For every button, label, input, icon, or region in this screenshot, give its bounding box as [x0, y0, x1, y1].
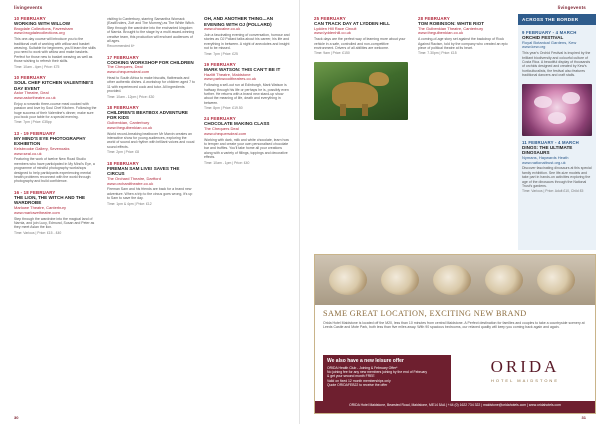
event-meta: Recommended 6+	[107, 44, 135, 49]
logo-subtitle: HOTEL MAIDSTONE	[490, 378, 559, 383]
events-column-b	[107, 16, 195, 212]
food-plate-shape	[433, 265, 471, 295]
petal-shape	[548, 112, 566, 124]
event-venue: The Orchard Theatre, Dartford	[107, 175, 161, 181]
petal-shape	[534, 96, 552, 108]
ad-hero-image	[315, 255, 595, 305]
ad-contact-footer[interactable]: ORIDA Hotel Maidstone, Bearsted Road, Maidstone, ME14 5AA | +44 (0) 1622 734 322 | maidstone@oridahotels.com | www.oridahotels.com	[315, 401, 595, 413]
event-date: 11 FEBRUARY - 4 MARCH	[522, 139, 579, 145]
event-description: Enjoy a romantic three-course meal cooked with passion and love by Soul Chef Kitchen. Following the huge success of their Valentine's dinner, make sure you book your table for a special evening.	[14, 101, 97, 119]
event-title: ORCHID FESTIVAL	[522, 35, 564, 40]
event-website[interactable]: www.thegulbenkian.co.uk	[418, 30, 464, 36]
event-item	[107, 55, 195, 99]
ad-offer-line: & get your second month FREE	[327, 374, 375, 379]
event-date: 18 FEBRUARY	[107, 160, 139, 166]
event-website[interactable]: www.seal.co.uk	[14, 150, 42, 156]
dinosaur-photo	[314, 62, 408, 120]
event-meta: Time: 9am | Price: £150	[314, 51, 350, 56]
event-meta: Time: 8pm | Price: £19.50	[204, 106, 243, 111]
event-description: Head to South Africa to make biscuits, flatbreads and other authentic dishes. A workshop for children aged 7 to 11 with experienced cook and tutor. All ingredients provided.	[107, 75, 195, 94]
events-column-d	[314, 16, 408, 124]
event-title: OH, AND ANOTHER THING...AN EVENING WITH OJ (POLLARD)	[204, 16, 274, 27]
event-date: 13 - 19 FEBRUARY	[14, 130, 56, 136]
event-description: Join a fascinating evening of conversation, humour and stories as OJ Pollard talks about his career, his life and everything in between. A night of anecdotes and insight not to be missed.	[204, 32, 290, 51]
event-date: 19 FEBRUARY	[204, 61, 236, 67]
event-meta: Time: 7pm | Price: £35pp	[14, 120, 52, 125]
page-number-right: 31	[581, 415, 586, 420]
event-title: WORKING WITH WILLOW	[14, 21, 71, 26]
running-head-right: livingevents	[557, 5, 586, 10]
event-description: This one-day course will introduce you to the traditional craft of working with willow and basket weaving. Suitable for beginners, you'll learn the skills you need to work with willow and make baskets. Perfect for those new to basket weaving as well as those wishing to refresh their skills.	[14, 37, 96, 64]
event-item	[314, 16, 408, 56]
event-website[interactable]: www.lyddenhill.co.uk	[314, 30, 351, 36]
event-meta: Time: 1pm & 4pm | Price: £12	[107, 201, 152, 206]
event-item	[107, 105, 195, 155]
dinosaur-head-shape	[369, 72, 389, 86]
event-website[interactable]: www.chequersdeal.com	[107, 69, 150, 75]
event-item	[14, 190, 98, 235]
event-website[interactable]: www.orchardtheatre.co.uk	[107, 180, 154, 186]
event-date: 25 FEBRUARY	[314, 16, 346, 21]
dinosaur-leg-shape	[362, 104, 368, 116]
event-venue: Astor Theatre, Deal	[14, 90, 49, 96]
event-description: Following a sell-out run at Edinburgh, Mark Watson is halfway through his life or perhaps he is, possibly even further. He returns with a brand new stand-up show about the meaning of life, death and everything in between.	[204, 83, 289, 105]
event-item	[14, 16, 98, 69]
event-venue: Marlowe Theatre, Canterbury	[14, 205, 66, 211]
event-description: Fireman Sam and his friends are back for a brand new adventure. When a trip to the circus goes wrong, it's up to Sam to save the day.	[107, 187, 193, 201]
dinosaur-body-shape	[332, 82, 378, 108]
ad-offer-title: We also have a new leisure offer	[327, 358, 404, 364]
hotel-advert[interactable]	[314, 254, 596, 414]
ad-body-text: Orida Hotel Maidstone is located off the M20, less than 10 minutes from central Maidstone. A Perfect destination for families and couples to take a countryside scenery at Leeds Castle and Mote Park, both less than five miles away. With 90 spacious bedrooms, our relaxed quality will keep you coming back again and again.	[323, 321, 585, 330]
event-meta: Time: 10am - 1pm | Price: £40	[204, 160, 250, 165]
page-number-left: 30	[14, 415, 19, 420]
event-title: MARK WATSON: THIS CAN'T BE IT	[204, 66, 281, 72]
event-meta: Time: 2pm | Price: £8	[107, 150, 140, 155]
event-website[interactable]: www.kew.org	[522, 44, 546, 50]
event-description: A coming-of-age story set against the backdrop of Rock Against Racism, told by the company who created an epic piece of political theatre at its heart.	[418, 37, 508, 50]
event-date: 18 FEBRUARY	[107, 104, 139, 110]
event-meta: Time: Various | Price: Adult £10, Child £5	[522, 189, 584, 194]
ad-offer-line: Quote ORIDAFEB22 to receive the offer	[327, 383, 388, 388]
event-meta: Time: 10am - 12pm | Price: £30	[107, 94, 155, 99]
event-description: Track days are the perfect way of learning more about your vehicle in a safe, controlled and non-competitive environment. Drivers of all abilities are welcome.	[314, 37, 406, 50]
events-column-a	[14, 16, 98, 241]
event-description: Discover fascinating dinosaurs at this special family exhibition. See life-size models and take part in hands-on activities exploring the age of the dinosaurs through the National Trust's gardens.	[522, 166, 592, 189]
event-title: SOUL CHEF KITCHEN VALENTINE'S DAY EVENT	[14, 79, 94, 91]
across-the-border-sidebar	[518, 14, 596, 250]
event-title: CAN TRACK DAY AT LYDDEN HILL	[314, 21, 390, 26]
dinosaur-leg-shape	[340, 104, 346, 116]
event-title: THE LION, THE WITCH AND THE WARDROBE	[14, 194, 86, 206]
event-venue: Royal Botanical Gardens, Kew	[522, 39, 577, 45]
event-item	[14, 131, 98, 184]
event-item	[204, 16, 290, 56]
event-website[interactable]: www.nationaltrust.org.uk	[522, 159, 566, 165]
event-date: 28 FEBRUARY	[418, 16, 450, 21]
event-item	[204, 116, 290, 165]
event-website[interactable]: www.parkwoodtheatres.co.uk	[204, 76, 257, 82]
event-venue: Nymans, Haywards Heath	[522, 154, 569, 160]
event-date: 24 FEBRUARY	[204, 116, 236, 122]
food-plate-shape	[485, 265, 523, 295]
event-venue: Brogdale Collections, Faversham	[14, 25, 73, 31]
event-venue: The Gulbenkian Theatre, Canterbury	[418, 25, 484, 31]
event-meta: Time: 7.30pm | Price: £15	[418, 51, 457, 56]
event-date: 10 FEBRUARY	[14, 74, 46, 80]
event-description: Featuring the work of twelve New Road Studio members who have participated in My Mind's Eye, a programme of mindful photography workshops designed to help participants experiencing mental health problems reconnect with the world through photography and build confidence.	[14, 157, 95, 184]
event-title: TOM ROBINSON: WHITE RIOT	[418, 21, 485, 26]
event-website[interactable]: www.brogdalecollections.org	[14, 30, 65, 36]
event-title: CHOCOLATE MAKING CLASS	[204, 121, 270, 127]
event-website[interactable]: www.thegulbenkian.co.uk	[107, 124, 153, 130]
event-item	[14, 75, 98, 125]
event-date: 16 - 18 FEBRUARY	[14, 189, 56, 195]
ad-offer-line: Valid on fixed 12 month memberships only	[327, 378, 391, 383]
event-item	[418, 16, 512, 56]
orida-logo	[465, 357, 585, 397]
event-title: DINOS: THE ULTIMATE DINOSAURS	[522, 144, 573, 156]
events-column-e	[418, 16, 512, 62]
event-item	[107, 17, 195, 49]
event-date: 9 FEBRUARY - 4 MARCH	[522, 30, 577, 35]
ad-offer-line: No joining fee for any new members joining by the end of February	[327, 369, 428, 374]
event-website[interactable]: www.chocaine.co.uk	[204, 26, 241, 32]
food-plate-shape	[537, 265, 575, 295]
food-plate-shape	[329, 265, 367, 295]
event-website[interactable]: www.chequersdeal.com	[204, 130, 247, 136]
event-description: This year's Orchid Festival is inspired by the brilliant biodiversity and colourful culture of Costa Rica. A beautiful display of thousands of orchids designed and created by Kew's horticulturalists, the festival also features traditional dancers and craft stalls.	[522, 51, 591, 78]
sidebar-event	[522, 30, 592, 78]
event-website[interactable]: www.marlowetheatre.com	[14, 209, 60, 215]
event-venue: Lydden Hill Race Circuit	[314, 25, 357, 31]
event-title: FIREMAN SAM LIVE! SAVES THE CIRCUS	[107, 165, 180, 177]
orchid-photo	[522, 84, 592, 136]
event-meta: Time: Various | Price: £15 - £40	[14, 230, 62, 235]
ad-headline: SAME GREAT LOCATION, EXCITING NEW BRAND	[323, 309, 527, 318]
event-meta: Time: 7pm | Price: £25	[204, 51, 238, 56]
event-description: visiting to Canterbury, starring Samantha Womack (EastEnders, Zoë and The Mummy) as The White Witch. Step through the wardrobe into the enchanted kingdom of Narnia. Brought to the stage by a multi award-winning creative team, this production will enchant audiences of all ages.	[107, 17, 195, 44]
event-date: 10 FEBRUARY	[14, 16, 46, 21]
running-head-left: livingevents	[14, 5, 43, 10]
sidebar-header: ACROSS THE BORDER	[518, 14, 596, 25]
event-title: CHILDREN'S BEATBOX ADVENTURE FOR KIDS	[107, 109, 188, 121]
petal-shape	[562, 92, 580, 104]
logo-wordmark: ORIDA	[490, 357, 560, 376]
event-title: MY MIND'S EYE PHOTOGRAPHY EXHIBITION	[14, 135, 86, 147]
event-venue: The Chequers, Deal	[107, 64, 143, 70]
event-item	[204, 62, 290, 111]
event-venue: Hazlitt Theatre, Maidstone	[204, 71, 251, 77]
ad-leisure-offer-box	[323, 355, 451, 403]
event-venue: Kelsbrooke Gallery, Sevenoaks	[14, 145, 70, 151]
event-meta: Time: 10am - 4pm | Price: £75	[14, 64, 60, 69]
event-description: Working with dark, milk and white chocolate, learn how to temper and create your own personalised chocolate bar and truffles. You'll take home all your creations along with a variety of fillings, toppings and decorative effects.	[204, 137, 289, 160]
event-venue: The Chequers Deal	[204, 126, 239, 132]
events-column-c	[204, 16, 290, 171]
food-plate-shape	[381, 265, 419, 295]
event-description: Step through the wardrobe into the magical land of Narnia, and join Lucy, Edmund, Susan and Peter as they meet Aslan the lion.	[14, 216, 95, 230]
event-item	[107, 161, 195, 206]
event-venue: Gulbenkian, Canterbury	[107, 120, 150, 126]
event-description: World record-breaking beatboxer Mr Marvin creates an interactive show for young audiences, exploring the world of sound and rhythm with brilliant voices and vocal sound effects.	[107, 131, 195, 149]
event-website[interactable]: www.astortheatre.co.uk	[14, 94, 56, 100]
ad-offer-line: ORIDA Health Club - Joining & February Offer*	[327, 365, 398, 370]
sidebar-event	[522, 140, 592, 194]
event-title: COOKING WORKSHOP FOR CHILDREN	[107, 59, 194, 65]
event-date: 17 FEBRUARY	[107, 54, 139, 60]
